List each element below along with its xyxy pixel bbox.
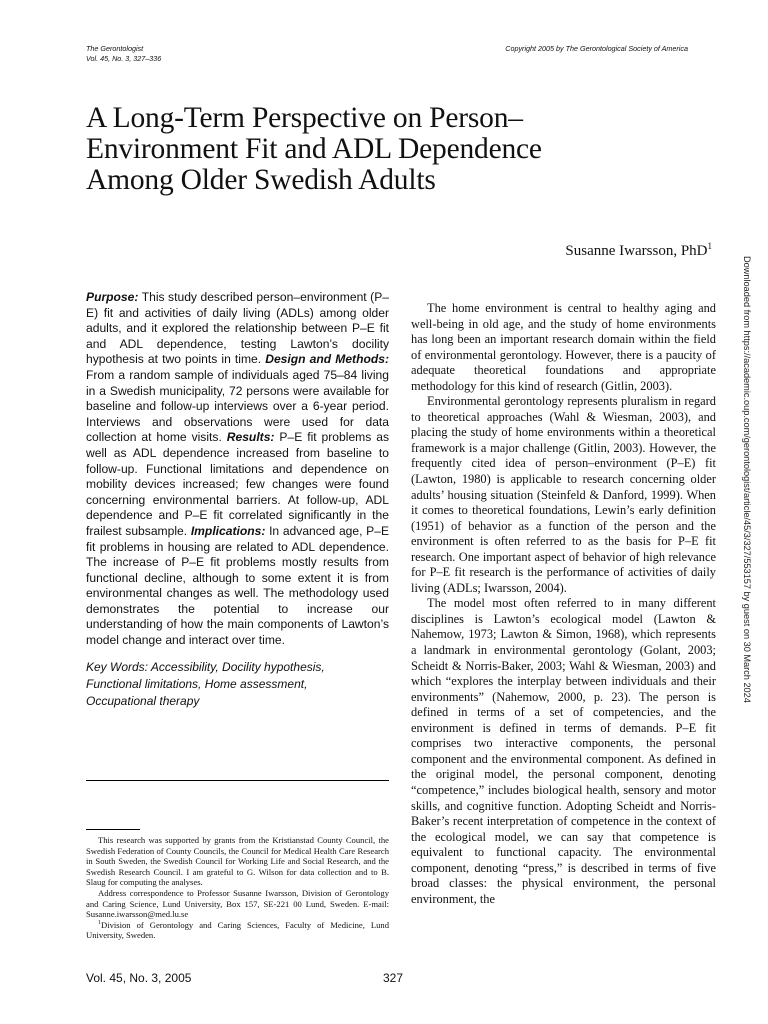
journal-name: The Gerontologist <box>86 44 144 53</box>
volume-pages: Vol. 45, No. 3, 327–336 <box>86 54 162 63</box>
article-title <box>86 103 646 196</box>
footnote-divider <box>86 829 140 830</box>
body-paragraph-2: Environmental gerontology represents pluralism in regard to theoretical approaches (Wahl & Wiesman, 2003), and placing the study of home environments within a theoretical framework is a major challenge (Gitlin, 2003). However, the frequently cited idea of person–environment (P–E) fit (Lawton, 1980) is applicable to research concerning older adults’ housing situation (Steinfeld & Danford, 1999). When it comes to theoretical foundations, Lewin’s early definition (1951) of behavior as a function of the person and the environment is often referred to as the basis for P–E fit research. One important aspect of behavior of high relevance for P–E fit research is the performance of activities of daily living (ADLs; Iwarsson, 2004). <box>411 394 716 595</box>
page-number: 327 <box>383 971 404 985</box>
purpose-text: This study described person–environment (P–E) fit and activities of daily living (ADLs) among older adults, and it explored the relationship between P–E fit and ADL dependence, testing Lawton’s docility hypothesis at two points in time. <box>86 290 389 367</box>
title-line-1: A Long-Term Perspective on Person– <box>86 102 523 134</box>
key-words-line-3: Occupational therapy <box>86 693 200 708</box>
key-words-line-2: Functional limitations, Home assessment, <box>86 676 308 691</box>
implications-label: Implications: <box>190 523 266 538</box>
design-text: From a random sample of individuals aged 75–84 living in a Swedish municipality, 72 persons were available for baseline and follow-up interviews over a 6-year period. Interviews and observations were used for data collection at home visits. <box>86 367 389 445</box>
running-header-left <box>86 44 161 64</box>
copyright-notice: Copyright 2005 by The Gerontological Society of America <box>505 44 688 53</box>
body-paragraph-1: The home environment is central to healthy aging and well-being in old age, and the study of home environments has long been an important research domain within the field of environmental gerontology. However, there is a paucity of adequate theoretical foundations and appropriate methodology for this kind of research (Gitlin, 2003). <box>411 301 716 393</box>
abstract-column <box>86 290 389 710</box>
download-watermark: Downloaded from https://academic.oup.com/gerontologist/article/45/3/327/553157 by guest on 30 March 2024 <box>742 256 752 703</box>
author-affiliation-mark: 1 <box>707 241 712 251</box>
title-line-2: Environment Fit and ADL Dependence <box>86 133 542 165</box>
author-line <box>565 243 712 260</box>
funding-note: This research was supported by grants from the Kristianstad County Council, the Swedish Federation of County Councils, the Council for Medical Health Care Research in South Sweden, the Swedish Council for Working Life and Social Research, and the Swedish Research Council. I am grateful to G. Wilson for data collection and to B. Slaug for computing the analyses. <box>86 835 389 888</box>
key-words <box>86 659 389 710</box>
footnotes <box>86 835 389 941</box>
title-line-3: Among Older Swedish Adults <box>86 164 436 196</box>
key-words-line-1: Key Words: Accessibility, Docility hypothesis, <box>86 659 325 674</box>
design-label: Design and Methods: <box>265 352 389 367</box>
affiliation-mark: 1 <box>98 919 101 926</box>
purpose-label: Purpose: <box>86 290 139 304</box>
implications-text: In advanced age, P–E fit problems in housing are related to ADL dependence. The increase of P–E fit problems mostly results from functional decline, although to some extent it is from environmental changes as well. The methodology used demonstrates the potential to increase our understanding of how the main components of Lawton’s model change and interact over time. <box>86 523 390 648</box>
body-paragraph-3: The model most often referred to in many different disciplines is Lawton’s ecological model (Lawton & Nahemow, 1973; Lawton & Simon, 1968), which represents a landmark in environmental gerontology (Golant, 2003; Scheidt & Norris-Baker, 2003; Wahl & Wiesman, 2003) and which “explores the interplay between individuals and their environments” (Nahemow, 2000, p. 23). The person is defined in terms of a set of competencies, and the environment is defined in terms of demands. P–E fit comprises two interactive components, the personal component and the environmental component. As defined in the original model, the personal component, denoting “competence,” includes biological health, sensory and motor skills, and cognitive function. Adopting Scheidt and Norris-Baker’s recent interpretation of competence in the context of the ecological model, we can say that competence is equivalent to functional capacity. The environmental component, denoting “press,” is described in terms of five broad classes: the physical environment, the personal environment, the <box>411 596 716 906</box>
affiliation-note <box>86 920 389 941</box>
results-text: P–E fit problems as well as ADL dependence increased from baseline to follow-up. Functional limitations and dependence on mobility devices increased; few changes were found concerning environmental barriers. At follow-up, ADL dependence and P–E fit correlated significantly in the frailest subsample. <box>86 430 389 538</box>
footer-issue: Vol. 45, No. 3, 2005 <box>86 971 192 985</box>
abstract-divider <box>86 780 389 781</box>
results-label: Results: <box>226 430 275 445</box>
affiliation-text: Division of Gerontology and Caring Sciences, Faculty of Medicine, Lund University, Sweden. <box>86 919 389 941</box>
author-name: Susanne Iwarsson, PhD <box>565 243 708 259</box>
body-text-column <box>411 301 716 907</box>
correspondence-note: Address correspondence to Professor Susanne Iwarsson, Division of Gerontology and Caring Science, Lund University, Box 157, SE-221 00 Lund, Sweden. E-mail: Susanne.iwarsson@med.lu.se <box>86 887 389 920</box>
abstract <box>86 290 389 649</box>
